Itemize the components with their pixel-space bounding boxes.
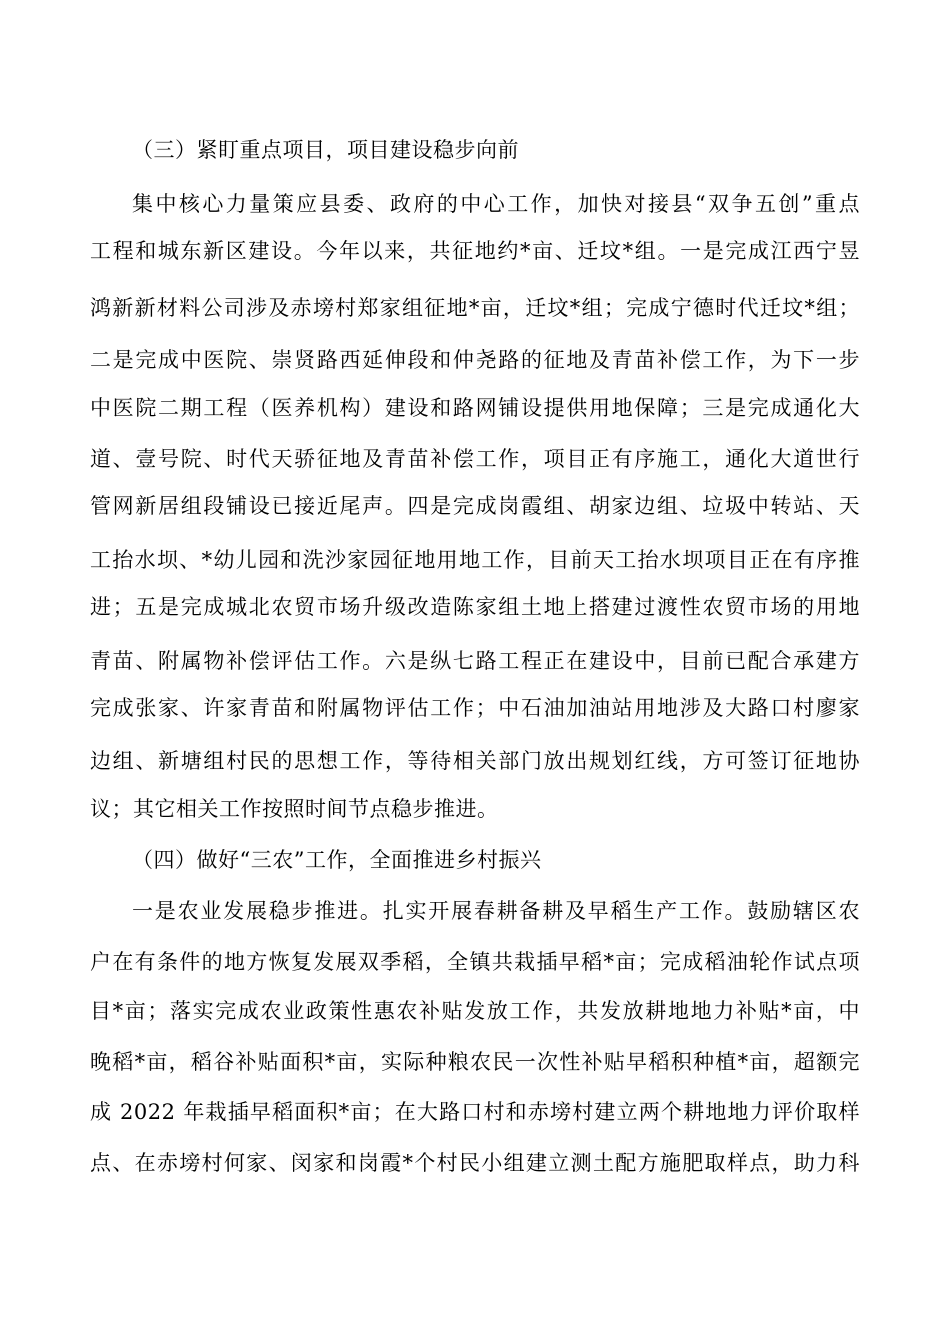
paragraph-line: 户在有条件的地方恢复发展双季稻，全镇共栽插早稻*亩；完成稻油轮作试点项	[90, 950, 860, 974]
paragraph-line: 工抬水坝、*幼儿园和洗沙家园征地用地工作，目前天工抬水坝项目正在有序推	[90, 548, 860, 572]
paragraph-line: 管网新居组段铺设已接近尾声。四是完成岗霞组、胡家边组、垃圾中转站、天	[90, 494, 860, 518]
paragraph-line: 集中核心力量策应县委、政府的中心工作，加快对接县“双争五创”重点	[132, 192, 860, 216]
paragraph-line: 工程和城东新区建设。今年以来，共征地约*亩、迁坟*组。一是完成江西宁昱	[90, 239, 860, 263]
section-heading-3: （三）紧盯重点项目，项目建设稳步向前	[132, 138, 519, 162]
paragraph-line: 成 2022 年栽插早稻面积*亩；在大路口村和赤塝村建立两个耕地地力评价取样	[90, 1100, 860, 1124]
paragraph-line: 边组、新塘组村民的思想工作，等待相关部门放出规划红线，方可签订征地协	[90, 749, 860, 773]
paragraph-line: 点、在赤塝村何家、闵家和岗霞*个村民小组建立测土配方施肥取样点，助力科	[90, 1151, 860, 1175]
paragraph-line: 一是农业发展稳步推进。扎实开展春耕备耕及早稻生产工作。鼓励辖区农	[132, 899, 860, 923]
paragraph-line: 道、壹号院、时代天骄征地及青苗补偿工作，项目正有序施工，通化大道世行	[90, 447, 860, 471]
paragraph-line: 完成张家、许家青苗和附属物评估工作；中石油加油站用地涉及大路口村廖家	[90, 696, 860, 720]
paragraph-line: 进；五是完成城北农贸市场升级改造陈家组土地上搭建过渡性农贸市场的用地	[90, 595, 860, 619]
paragraph-line: 鸿新新材料公司涉及赤塝村郑家组征地*亩，迁坟*组；完成宁德时代迁坟*组；	[90, 296, 860, 320]
paragraph-line: 议；其它相关工作按照时间节点稳步推进。	[90, 797, 499, 821]
paragraph-line: 晚稻*亩，稻谷补贴面积*亩，实际种粮农民一次性补贴早稻积种植*亩，超额完	[90, 1050, 860, 1074]
paragraph-line: 青苗、附属物补偿评估工作。六是纵七路工程正在建设中，目前已配合承建方	[90, 649, 860, 673]
paragraph-line: 二是完成中医院、崇贤路西延伸段和仲尧路的征地及青苗补偿工作，为下一步	[90, 348, 860, 372]
section-heading-4: （四）做好“三农”工作，全面推进乡村振兴	[132, 848, 542, 872]
paragraph-line: 目*亩；落实完成农业政策性惠农补贴发放工作，共发放耕地地力补贴*亩，中	[90, 999, 860, 1023]
paragraph-line: 中医院二期工程（医养机构）建设和路网铺设提供用地保障；三是完成通化大	[90, 396, 860, 420]
